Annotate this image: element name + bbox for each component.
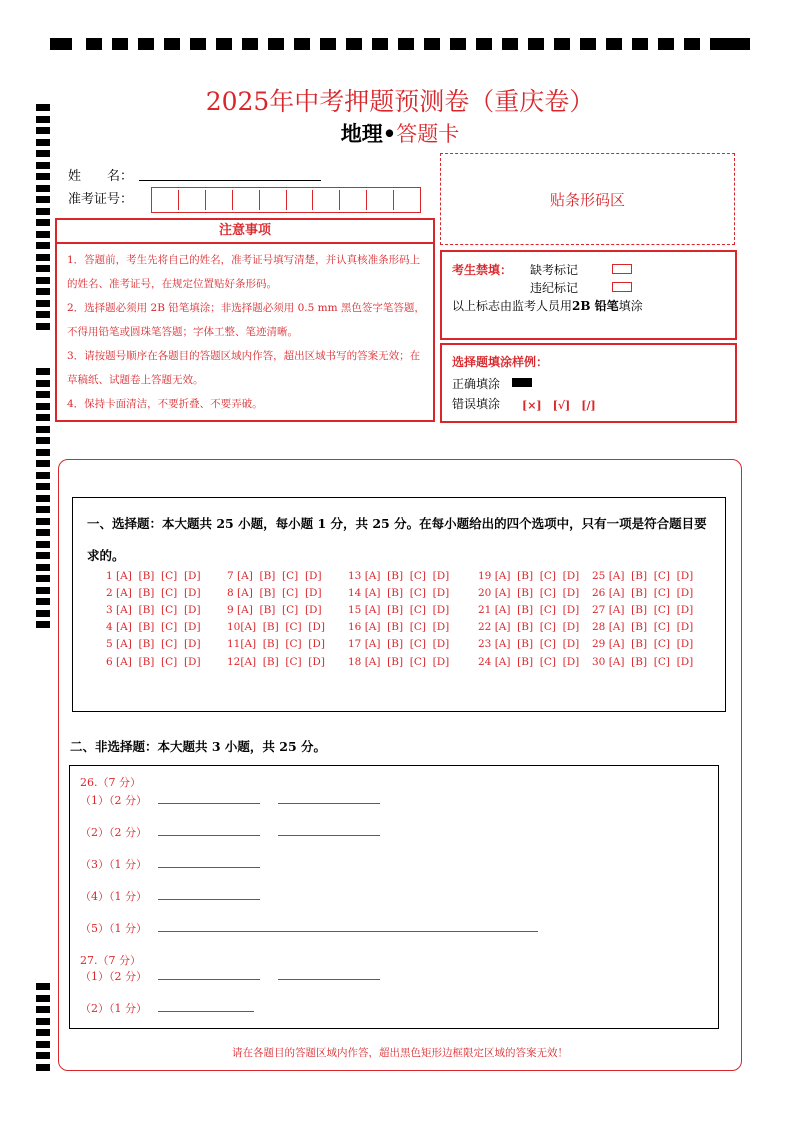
timing-mark bbox=[36, 219, 50, 226]
timing-mark bbox=[36, 541, 50, 548]
mcq-question-row[interactable]: 27 [A] [B] [C] [D] bbox=[592, 604, 694, 616]
mcq-question-row[interactable]: 20 [A] [B] [C] [D] bbox=[478, 587, 580, 599]
violation-label: 违纪标记 bbox=[530, 281, 579, 295]
timing-mark bbox=[502, 38, 518, 50]
timing-mark bbox=[580, 38, 596, 50]
card-subtitle bbox=[0, 118, 800, 148]
timing-mark bbox=[36, 495, 50, 502]
timing-mark bbox=[36, 277, 50, 284]
mcq-question-row[interactable]: 28 [A] [B] [C] [D] bbox=[592, 621, 694, 633]
mcq-question-row[interactable]: 30 [A] [B] [C] [D] bbox=[592, 656, 694, 668]
timing-mark bbox=[320, 38, 336, 50]
timing-mark bbox=[36, 518, 50, 525]
timing-mark bbox=[372, 38, 388, 50]
section2-heading: 二、非选择题：本大题共 3 小题，共 25 分。 bbox=[70, 739, 327, 754]
mcq-question-row[interactable]: 24 [A] [B] [C] [D] bbox=[478, 656, 580, 668]
timing-mark bbox=[36, 529, 50, 536]
timing-mark bbox=[36, 403, 50, 410]
mcq-question-row[interactable]: 10[A] [B] [C] [D] bbox=[227, 621, 325, 633]
timing-mark bbox=[36, 173, 50, 180]
mcq-question-row[interactable]: 14 [A] [B] [C] [D] bbox=[348, 587, 450, 599]
timing-mark bbox=[36, 610, 50, 617]
mcq-question-row[interactable]: 2 [A] [B] [C] [D] bbox=[106, 587, 201, 599]
mcq-question-row[interactable]: 13 [A] [B] [C] [D] bbox=[348, 570, 450, 582]
fill-sample-box bbox=[440, 343, 737, 423]
timing-mark bbox=[36, 621, 50, 628]
subtitle-dot: • bbox=[382, 121, 397, 146]
q26-2-blank-b[interactable] bbox=[278, 835, 380, 836]
timing-mark bbox=[36, 437, 50, 444]
notice-title: 注意事项 bbox=[57, 220, 433, 244]
timing-mark bbox=[36, 483, 50, 490]
timing-mark bbox=[36, 311, 50, 318]
timing-mark bbox=[36, 564, 50, 571]
proctor-note-bold: 2B 铅笔 bbox=[572, 299, 619, 313]
q27-heading: 27.（7 分） bbox=[80, 954, 141, 967]
timing-mark bbox=[164, 38, 180, 50]
mcq-question-row[interactable]: 23 [A] [B] [C] [D] bbox=[478, 638, 580, 650]
notice-item-4: 4．保持卡面清洁，不要折叠、不要弄破。 bbox=[67, 398, 263, 410]
q26-5-label: （5）（1 分） bbox=[80, 922, 147, 935]
exam-title: 2025年中考押题预测卷（重庆卷） bbox=[205, 87, 595, 116]
q26-2-blank-a[interactable] bbox=[158, 835, 260, 836]
violation-mark-box[interactable] bbox=[612, 282, 632, 292]
timing-mark bbox=[36, 552, 50, 559]
mcq-question-row[interactable]: 1 [A] [B] [C] [D] bbox=[106, 570, 201, 582]
timing-mark bbox=[528, 38, 544, 50]
proctor-mark-box bbox=[440, 250, 737, 340]
timing-mark bbox=[346, 38, 362, 50]
wrong-fill-marks: [×] [√] [/] bbox=[522, 399, 596, 412]
q27-1-label: （1）（2 分） bbox=[80, 970, 147, 983]
q27-1-blank-b[interactable] bbox=[278, 979, 380, 980]
timing-mark bbox=[476, 38, 492, 50]
exam-id-label: 准考证号： bbox=[68, 192, 134, 207]
timing-mark bbox=[36, 587, 50, 594]
timing-mark bbox=[242, 38, 258, 50]
timing-mark bbox=[36, 368, 50, 375]
timing-mark bbox=[36, 185, 50, 192]
proctor-label: 考生禁填： bbox=[452, 263, 513, 277]
q26-1-label: （1）（2 分） bbox=[80, 794, 147, 807]
timing-mark bbox=[36, 460, 50, 467]
timing-mark bbox=[36, 208, 50, 215]
barcode-label: 贴条形码区 bbox=[549, 190, 625, 209]
mcq-question-row[interactable]: 17 [A] [B] [C] [D] bbox=[348, 638, 450, 650]
notice-item-1: 1．答题前，考生先将自己的姓名，准考证号填写清楚，并认真核准条形码上的姓名、准考证号，在规定位置贴好条形码。 bbox=[67, 254, 421, 290]
q26-3-blank[interactable] bbox=[158, 867, 260, 868]
timing-mark bbox=[36, 231, 50, 238]
timing-mark bbox=[36, 426, 50, 433]
timing-mark bbox=[138, 38, 154, 50]
q26-4-blank[interactable] bbox=[158, 899, 260, 900]
mcq-question-row[interactable]: 4 [A] [B] [C] [D] bbox=[106, 621, 201, 633]
wrong-fill-label: 错误填涂 bbox=[452, 397, 501, 411]
mcq-question-row[interactable]: 12[A] [B] [C] [D] bbox=[227, 656, 325, 668]
card-name: 答题卡 bbox=[396, 122, 460, 146]
mcq-question-row[interactable]: 22 [A] [B] [C] [D] bbox=[478, 621, 580, 633]
mcq-question-row[interactable]: 19 [A] [B] [C] [D] bbox=[478, 570, 580, 582]
timing-mark bbox=[424, 38, 440, 50]
q26-5-blank[interactable] bbox=[158, 931, 538, 932]
mcq-question-row[interactable]: 16 [A] [B] [C] [D] bbox=[348, 621, 450, 633]
q26-3-label: （3）（1 分） bbox=[80, 858, 147, 871]
q27-2-label: （2）（1 分） bbox=[80, 1002, 147, 1015]
timing-mark bbox=[710, 38, 726, 50]
timing-mark bbox=[606, 38, 622, 50]
timing-mark bbox=[450, 38, 466, 50]
q26-heading: 26.（7 分） bbox=[80, 776, 141, 789]
mcq-question-row[interactable]: 6 [A] [B] [C] [D] bbox=[106, 656, 201, 668]
timing-mark bbox=[36, 1018, 50, 1025]
timing-mark bbox=[36, 300, 50, 307]
timing-mark bbox=[112, 38, 128, 50]
timing-mark bbox=[190, 38, 206, 50]
mcq-heading: 一、选择题：本大题共 25 小题，每小题 1 分，共 25 分。在每小题给出的四个选项中，只有一项是符合题目要求的。 bbox=[87, 516, 707, 563]
timing-mark bbox=[36, 1029, 50, 1036]
mcq-question-row[interactable]: 25 [A] [B] [C] [D] bbox=[592, 570, 694, 582]
notice-item-3: 3．请按题号顺序在各题目的答题区域内作答，超出区域书写的答案无效；在草稿纸、试题卷上答题无效。 bbox=[67, 350, 421, 386]
q26-1-blank-b[interactable] bbox=[278, 803, 380, 804]
timing-mark bbox=[632, 38, 648, 50]
timing-mark bbox=[36, 150, 50, 157]
q26-1-blank-a[interactable] bbox=[158, 803, 260, 804]
timing-mark bbox=[36, 598, 50, 605]
timing-mark bbox=[36, 288, 50, 295]
mcq-question-row[interactable]: 5 [A] [B] [C] [D] bbox=[106, 638, 201, 650]
timing-mark bbox=[268, 38, 284, 50]
timing-mark bbox=[36, 506, 50, 513]
timing-mark bbox=[36, 449, 50, 456]
proctor-note-suffix: 填涂 bbox=[618, 299, 643, 313]
timing-mark bbox=[36, 472, 50, 479]
subject-label: 地理 bbox=[340, 121, 383, 146]
timing-mark bbox=[36, 391, 50, 398]
name-label: 姓 名： bbox=[68, 169, 134, 184]
name-field[interactable] bbox=[139, 180, 321, 181]
timing-marks-left bbox=[0, 0, 60, 1132]
timing-mark bbox=[36, 162, 50, 169]
short-answer-section bbox=[69, 765, 719, 1029]
timing-mark bbox=[36, 196, 50, 203]
timing-mark bbox=[554, 38, 570, 50]
timing-mark bbox=[36, 380, 50, 387]
correct-fill-label: 正确填涂 bbox=[452, 377, 501, 391]
timing-mark bbox=[398, 38, 414, 50]
mcq-question-row[interactable]: 29 [A] [B] [C] [D] bbox=[592, 638, 694, 650]
timing-mark bbox=[658, 38, 674, 50]
sample-title: 选择题填涂样例： bbox=[452, 355, 549, 369]
notice-box bbox=[55, 218, 435, 422]
timing-mark bbox=[36, 1006, 50, 1013]
timing-mark bbox=[294, 38, 310, 50]
notice-item-2: 2．选择题必须用 2B 铅笔填涂；非选择题必须用 0.5 mm 黑色签字笔答题，不得用铅笔或圆珠笔答题；字体工整、笔迹清晰。 bbox=[67, 302, 425, 338]
timing-mark bbox=[36, 254, 50, 261]
timing-mark bbox=[36, 995, 50, 1002]
q26-2-label: （2）（2 分） bbox=[80, 826, 147, 839]
absent-label: 缺考标记 bbox=[530, 263, 579, 277]
timing-mark bbox=[216, 38, 232, 50]
timing-mark bbox=[36, 575, 50, 582]
mcq-question-row[interactable]: 21 [A] [B] [C] [D] bbox=[478, 604, 580, 616]
timing-mark bbox=[36, 242, 50, 249]
timing-marks-top bbox=[50, 38, 752, 52]
mcq-question-row[interactable]: 15 [A] [B] [C] [D] bbox=[348, 604, 450, 616]
mcq-question-row[interactable]: 9 [A] [B] [C] [D] bbox=[227, 604, 322, 616]
proctor-note bbox=[452, 297, 643, 314]
mcq-question-row[interactable]: 3 [A] [B] [C] [D] bbox=[106, 604, 201, 616]
timing-mark bbox=[36, 323, 50, 330]
q27-1-blank-a[interactable] bbox=[158, 979, 260, 980]
correct-fill-mark bbox=[512, 378, 532, 387]
q26-4-label: （4）（1 分） bbox=[80, 890, 147, 903]
proctor-note-prefix: 以上标志由监考人员用 bbox=[452, 299, 573, 313]
timing-mark bbox=[86, 38, 102, 50]
absent-mark-box[interactable] bbox=[612, 264, 632, 274]
mcq-question-row[interactable]: 18 [A] [B] [C] [D] bbox=[348, 656, 450, 668]
timing-mark bbox=[726, 38, 750, 50]
timing-mark bbox=[36, 983, 50, 990]
mcq-question-row[interactable]: 7 [A] [B] [C] [D] bbox=[227, 570, 322, 582]
timing-mark bbox=[36, 265, 50, 272]
timing-mark bbox=[684, 38, 700, 50]
timing-mark bbox=[36, 1064, 50, 1071]
barcode-area bbox=[440, 153, 735, 245]
footer-note: 请在各题目的答题区域内作答，超出黑色矩形边框限定区域的答案无效！ bbox=[232, 1047, 568, 1059]
timing-mark bbox=[36, 414, 50, 421]
mcq-question-row[interactable]: 11[A] [B] [C] [D] bbox=[227, 638, 325, 650]
mcq-question-row[interactable]: 26 [A] [B] [C] [D] bbox=[592, 587, 694, 599]
q27-2-blank[interactable] bbox=[158, 1011, 254, 1012]
mcq-question-row[interactable]: 8 [A] [B] [C] [D] bbox=[227, 587, 322, 599]
exam-id-boxes[interactable] bbox=[151, 187, 421, 213]
